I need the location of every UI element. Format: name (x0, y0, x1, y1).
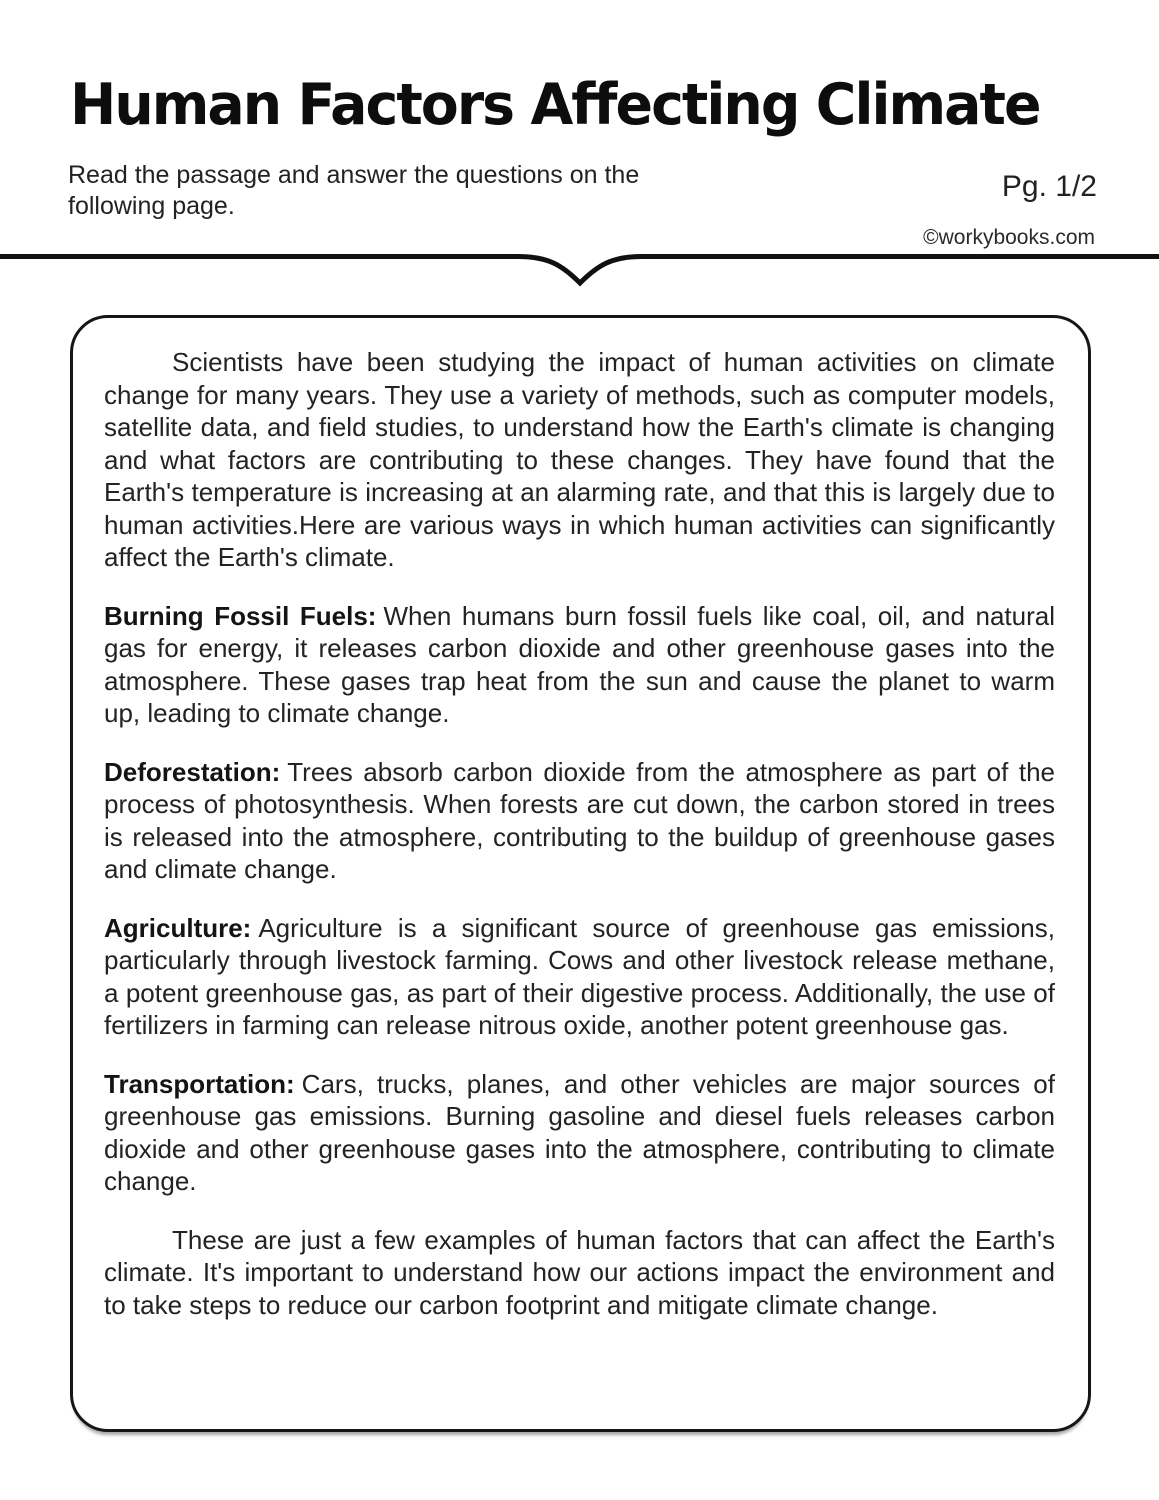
passage-box (70, 315, 1091, 1432)
section-label: Burning Fossil Fuels: (104, 600, 377, 631)
section-text: Cars, trucks, planes, and other vehicles are major sources of greenhouse gas emissions. Burning gasoline and diesel fuels releases carbon dioxide and other greenhouse gases into the atmosphere, contributing to climate change. (104, 1068, 1055, 1196)
section-label: Deforestation: (104, 756, 281, 787)
section-paragraph-burning-fossil-fuels (104, 600, 1055, 730)
section-paragraph-deforestation (104, 756, 1055, 886)
section-label: Agriculture: (104, 912, 252, 943)
copyright-text: ©workybooks.com (923, 226, 1095, 249)
section-text: Trees absorb carbon dioxide from the atmosphere as part of the process of photosynthesis. When forests are cut down, the carbon stored in trees is released into the atmosphere, contributing to the buildup of greenhouse gases and climate change. (104, 756, 1055, 884)
page-number-label: Pg. 1/2 (1001, 170, 1097, 203)
page-title: Human Factors Affecting Climate (70, 72, 1040, 138)
conclusion-paragraph: These are just a few examples of human factors that can affect the Earth's climate. It's important to understand how our actions impact the environment and to take steps to reduce our carbon footprint and mitigate climate change. (104, 1224, 1055, 1320)
instructions-text: Read the passage and answer the questions on the following page. (68, 161, 640, 220)
section-label: Transportation: (104, 1068, 295, 1099)
section-paragraph-agriculture (104, 912, 1055, 1042)
section-text: When humans burn fossil fuels like coal, oil, and natural gas for energy, it releases carbon dioxide and other greenhouse gases into the atmosphere. These gases trap heat from the sun and cause the planet to warm up, leading to climate change. (104, 600, 1055, 728)
intro-paragraph: Scientists have been studying the impact of human activities on climate change for many years. They use a variety of methods, such as computer models, satellite data, and field studies, to understand how the Earth's climate is changing and what factors are contributing to these changes. They have found that the Earth's temperature is increasing at an alarming rate, and that this is largely due to human activities.Here are various ways in which human activities can significantly affect the Earth's climate. (104, 347, 1055, 572)
section-text: Agriculture is a significant source of greenhouse gas emissions, particularly through livestock farming. Cows and other livestock release methane, a potent greenhouse gas, as part of their digestive process. Additionally, the use of fertilizers in farming can release nitrous oxide, another potent greenhouse gas. (104, 912, 1055, 1040)
section-paragraph-transportation (104, 1068, 1055, 1198)
divider-rule-with-chevron-notch (0, 252, 1159, 292)
